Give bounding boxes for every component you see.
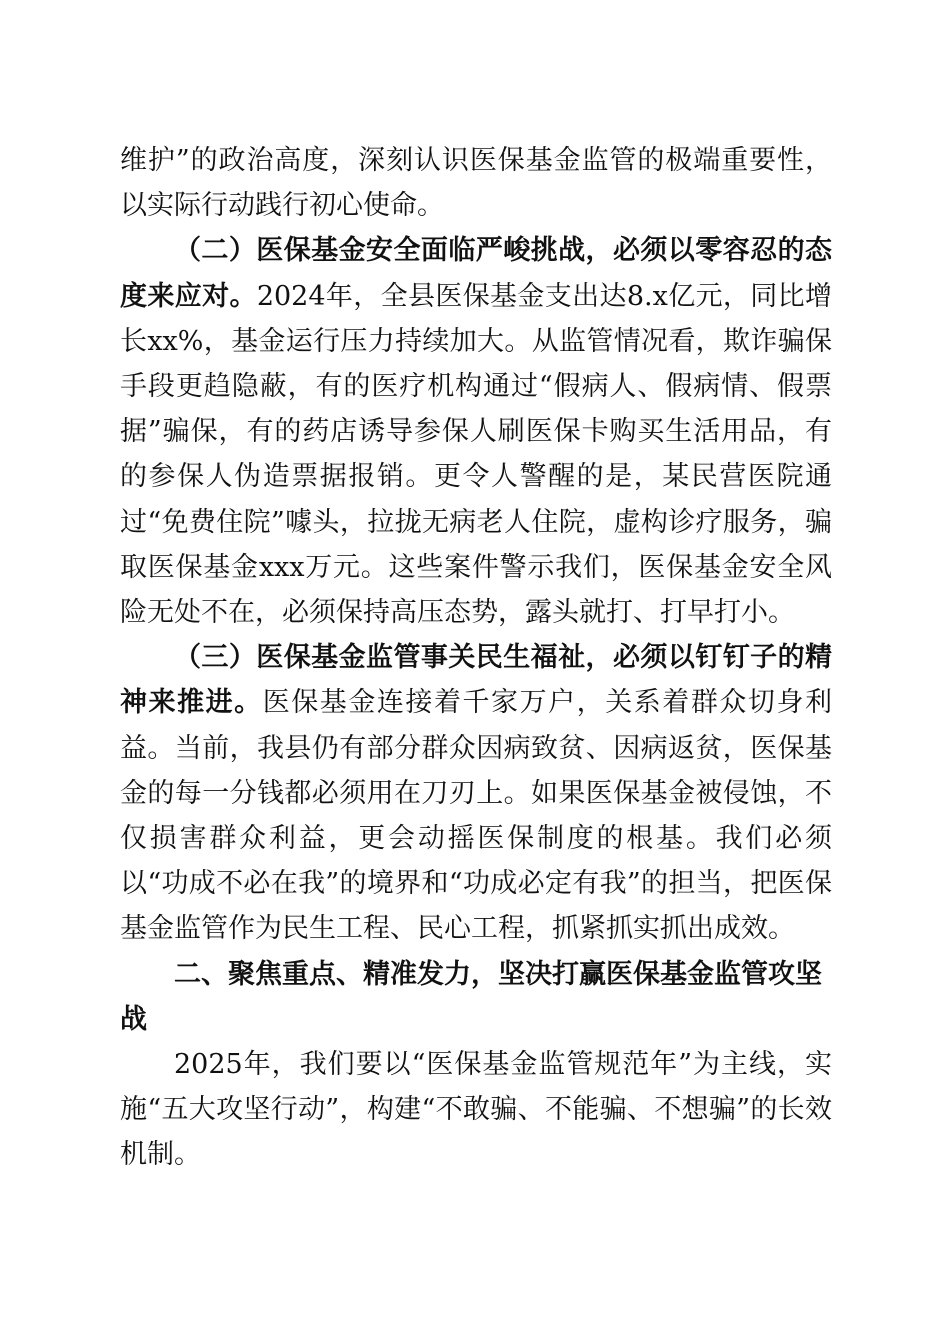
paragraph-section-2 [120, 228, 832, 635]
section-3-text: 医保基金连接着千家万户，关系着群众切身利益。当前，我县仍有部分群众因病致贫、因病返贫，医保基金的每一分钱都必须用在刀刃上。如果医保基金被侵蚀，不仅损害群众利益，更会动摇医保制度的根基。我们必须以“功成不必在我”的境界和“功成必定有我”的担当，把医保基金监管作为民生工程、民心工程，抓紧抓实抓出成效。 [120, 687, 833, 945]
section-3-lead: （三）医保基金监管事关民生福祉，必须以钉钉子的精神来推进。 [120, 642, 832, 719]
paragraph-part-2-intro [120, 1042, 832, 1178]
section-2-text: 2024年，全县医保基金支出达8.x亿元，同比增长xx%，基金运行压力持续加大。从监管情况看，欺诈骗保手段更趋隐蔽，有的医疗机构通过“假病人、假病情、假票据”骗保，有的药店诱导参保人刷医保卡购买生活用品，有的参保人伪造票据报销。更令人警醒的是，某民营医院通过“免费住院”噱头，拉拢无病老人住院，虚构诊疗服务，骗取医保基金xxx万元。这些案件警示我们，医保基金安全风险无处不在，必须保持高压态势，露头就打、打早打小。 [120, 280, 833, 629]
paragraph-continuation [120, 138, 832, 228]
part-2-intro-text: 2025年，我们要以“医保基金监管规范年”为主线，实施“五大攻坚行动”，构建“不敢骗、不能骗、不想骗”的长效机制。 [120, 1049, 832, 1171]
document-body [120, 138, 832, 1178]
paragraph-section-3 [120, 635, 832, 951]
heading-part-2: 二、聚焦重点、精准发力，坚决打赢医保基金监管攻坚战 [120, 958, 822, 1035]
paragraph-text: 维护”的政治高度，深刻认识医保基金监管的极端重要性，以实际行动践行初心使命。 [120, 145, 832, 222]
section-2-lead: （二）医保基金安全面临严峻挑战，必须以零容忍的态度来应对。 [120, 235, 832, 312]
